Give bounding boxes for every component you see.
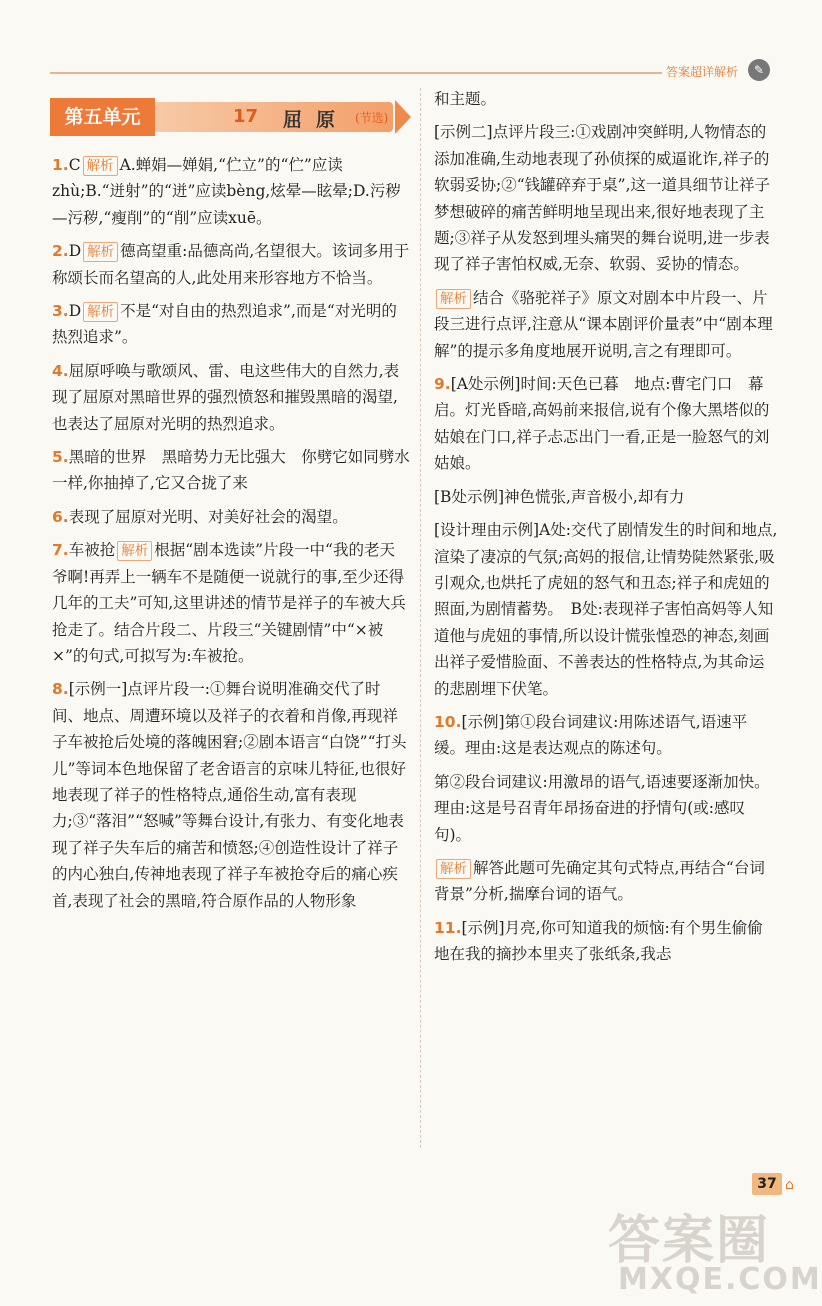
answer-paragraph [52, 537, 410, 669]
question-number: 10. [434, 712, 462, 731]
analysis-tag: 解析 [83, 242, 118, 262]
watermark-url: MXQE.COM [618, 1262, 822, 1297]
answer-text: 屈原呼唤与歌颂风、雷、电这些伟大的自然力,表现了屈原对黑暗世界的强烈愤怒和摧毁黑暗的渴望,也表达了屈原对光明的热烈追求。 [52, 361, 400, 433]
answer-item [434, 769, 778, 848]
answer-paragraph [434, 371, 778, 477]
answer-paragraph [434, 484, 778, 510]
answer-key: C [68, 156, 81, 174]
house-icon: ⌂ [785, 1177, 794, 1193]
left-column [52, 152, 410, 921]
analysis-tag: 解析 [83, 156, 118, 176]
answer-paragraph [52, 504, 410, 530]
answer-item [52, 444, 410, 497]
lesson-note: (节选) [355, 111, 389, 125]
question-number: 8. [52, 680, 69, 699]
answer-paragraph [434, 119, 778, 277]
question-number: 1. [52, 156, 69, 174]
question-number: 7. [52, 541, 69, 560]
answer-paragraph [434, 517, 778, 702]
answer-item [434, 484, 778, 510]
answer-text: 第②段台词建议:用激昂的语气,语速要逐渐加快。理由:这是号召青年昂扬奋进的抒情句(或:感叹句)。 [434, 772, 770, 844]
answer-paragraph [52, 444, 410, 497]
question-number: 5. [52, 448, 69, 467]
answer-item [434, 285, 778, 364]
answer-key: D [68, 242, 82, 261]
header-line [50, 72, 662, 74]
answer-key: 车被抢 [68, 541, 116, 560]
answer-item [52, 537, 410, 669]
answer-item [434, 371, 778, 477]
answer-paragraph [52, 358, 410, 437]
analysis-tag: 解析 [436, 289, 471, 309]
answer-text: [示例二]点评片段三:①戏剧冲突鲜明,人物情态的添加准确,生动地表现了孙侦探的威逼讹诈,祥子的软弱妥协;②“钱罐碎弃于桌”,这一道具细节让祥子梦想破碎的痛苦鲜明地呈现出来,很好地表现了主题;③祥子从发怒到埋头痛哭的舞台说明,进一步表现了祥子害怕权威,无奈、软弱、妥协的情态。 [434, 123, 770, 274]
analysis-tag: 解析 [436, 859, 471, 879]
answer-text: [A处示例]时间:天色已暮 地点:曹宅门口 幕启。灯光昏暗,高妈前来报信,说有个像大黑塔似的姑娘在门口,祥子忐忑出门一看,正是一脸怒气的刘姑娘。 [434, 375, 770, 473]
question-number: 3. [52, 302, 69, 321]
answer-item [52, 238, 410, 291]
answer-paragraph [434, 769, 778, 848]
answer-key: D [68, 302, 82, 321]
answer-text: 表现了屈原对光明、对美好社会的渴望。 [68, 507, 348, 526]
answer-paragraph [52, 238, 410, 291]
watermark-logo: 答案圈 [608, 1211, 771, 1271]
answer-text: 不是“对自由的热烈追求”,而是“对光明的热烈追求”。 [52, 302, 397, 347]
column-divider [420, 88, 422, 1148]
answer-item [52, 152, 410, 231]
header-label: 答案超详解析 [666, 65, 739, 79]
answer-paragraph [52, 298, 410, 351]
answer-text: [设计理由示例]A处:交代了剧情发生的时间和地点,渲染了凄凉的气氛;高妈的报信,让情势陡然紧张,吸引观众,也烘托了虎妞的怒气和丑态;祥子和虎妞的照面,为剧情蓄势。 B处:表现祥子害怕高妈等人知道他与虎妞的事情,所以设计慌张惶恐的神态,刻画出祥子爱惜脸面、不善表达的性格特点,为其命运的悲剧埋下伏笔。 [434, 521, 778, 698]
answer-text: [B处示例]神色慌张,声音极小,却有力 [434, 487, 685, 506]
answer-text: 德高望重:品德高尚,名望很大。该词多用于称颂长而名望高的人,此处用来形容地方不恰当。 [52, 242, 410, 287]
banner-arrow-icon [395, 100, 411, 134]
unit-banner [50, 98, 412, 136]
answer-text: 黑暗的世界 黑暗势力无比强大 你劈它如同劈水一样,你抽掉了,它又合拢了来 [52, 448, 410, 493]
lesson-number: 17 [233, 106, 259, 127]
lesson-title [155, 102, 393, 132]
answer-item [52, 504, 410, 530]
answer-text: 结合《骆驼祥子》原文对剧本中片段一、片段三进行点评,注意从“课本剧评价量表”中“剧本理解”的提示多角度地展开说明,言之有理即可。 [434, 288, 773, 360]
answer-paragraph [434, 915, 778, 968]
answer-item [434, 86, 778, 112]
answer-item [434, 119, 778, 277]
answer-paragraph [434, 709, 778, 762]
answer-item [434, 855, 778, 908]
lesson-name: 屈原 [283, 109, 350, 131]
question-number: 11. [434, 918, 462, 937]
answer-paragraph [434, 285, 778, 364]
answer-text: 根据“剧本选读”片段一中“我的老天爷啊!再弄上一辆车不是随便一说就行的事,至少还得几年的工夫”可知,这里讲述的情节是祥子的车被大兵抢走了。结合片段二、片段三“关键剧情”中“×被×”的句式,可拟写为:车被抢。 [52, 541, 406, 665]
right-column [434, 86, 778, 975]
question-number: 2. [52, 242, 69, 261]
answer-text: [示例一]点评片段一:①舞台说明准确交代了时间、地点、周遭环境以及祥子的衣着和肖像,再现祥子车被抢后处境的落魄困窘;②剧本语言“白饶”“打头儿”等词本色地保留了老舍语言的京味儿特征,也很好地表现了祥子的性格特点,通俗生动,富有表现力;③“落泪”“怒喊”等舞台设计,有张力、有变化地表现了祥子失车后的痛苦和愤怒;④创造性设计了祥子的内心独白,传神地表现了祥子车被抢夺后的痛心疾首,表现了社会的黑暗,符合原作品的人物形象 [52, 680, 407, 910]
answer-item [434, 517, 778, 702]
answer-text: 解答此题可先确定其句式特点,再结合“台词背景”分析,揣摩台词的语气。 [434, 858, 765, 904]
answer-text: A.蝉娟—婵娟,“伫立”的“伫”应读zhù;B.“迸射”的“迸”应读bèng,炫晕—眩晕;D.污秽—污秽,“瘦削”的“削”应读xuē。 [52, 156, 401, 227]
unit-badge: 第五单元 [50, 98, 155, 136]
answer-item [52, 298, 410, 351]
answer-item [434, 709, 778, 762]
answer-paragraph [52, 152, 410, 231]
answer-text: [示例]第①段台词建议:用陈述语气,语速平缓。理由:这是表达观点的陈述句。 [434, 712, 748, 758]
question-number: 9. [434, 375, 451, 394]
answer-text: 和主题。 [434, 90, 497, 108]
answer-text: [示例]月亮,你可知道我的烦恼:有个男生偷偷地在我的摘抄本里夹了张纸条,我忐 [434, 918, 763, 964]
answer-item [52, 358, 410, 437]
answer-item [52, 676, 410, 914]
analysis-tag: 解析 [117, 541, 152, 561]
answer-paragraph [52, 676, 410, 914]
analysis-tag: 解析 [83, 302, 118, 322]
answer-item [434, 915, 778, 968]
answer-paragraph [434, 86, 778, 112]
question-number: 6. [52, 507, 69, 526]
book-icon: ✎ [748, 59, 770, 81]
page-number: 37 [752, 1173, 782, 1195]
answer-paragraph [434, 855, 778, 908]
question-number: 4. [52, 361, 69, 380]
